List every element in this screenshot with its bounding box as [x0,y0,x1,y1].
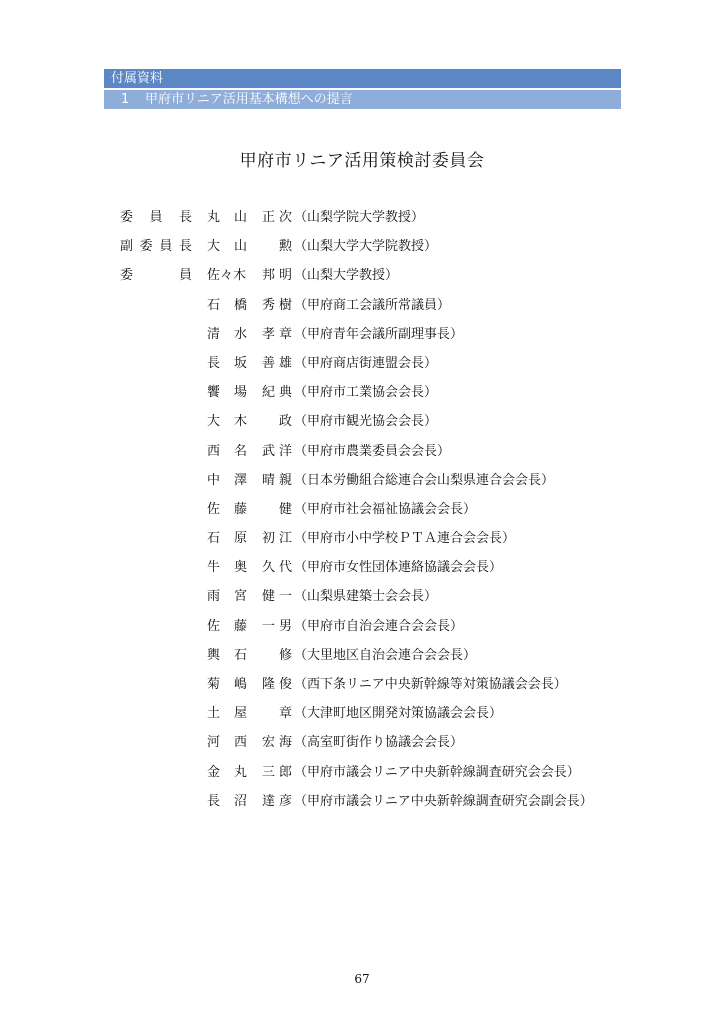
section-number: 1 [121,92,130,107]
member-affiliation: （甲府商店街連盟会長） [294,355,438,371]
member-row [120,235,720,264]
member-row [120,527,720,556]
member-affiliation: （甲府市社会福祉協議会会長） [294,501,477,517]
member-affiliation: （甲府市議会リニア中央新幹線調査研究会会長） [294,764,580,780]
member-affiliation: （甲府市小中学校ＰＴＡ連合会会長） [294,531,516,547]
member-affiliation: （大津町地区開発対策協議会会長） [294,706,503,722]
member-given-name: 邦 明 [262,268,292,284]
member-surname: 長 坂 [207,355,247,371]
member-row [120,702,720,731]
member-affiliation: （日本労働組合総連合会山梨県連合会会長） [294,472,555,488]
member-affiliation: （山梨学院大学教授） [294,210,425,225]
member-row [120,585,720,614]
section-header-bar [104,90,621,109]
member-given-name: 紀 典 [262,385,292,401]
member-given-name: 初 江 [262,531,292,547]
member-row [120,206,720,235]
section-title: 甲府市リニア活用基本構想への提言 [145,92,353,107]
member-surname: 佐 藤 [207,618,247,634]
member-affiliation: （高室町街作り協議会会長） [294,735,464,751]
member-given-name: 久 代 [262,560,292,576]
member-affiliation: （甲府商工会議所常議員） [294,297,451,313]
member-affiliation: （甲府市工業協会会長） [294,385,438,401]
member-given-name: 勲 [278,239,292,255]
member-row [120,731,720,760]
member-given-name: 政 [278,414,292,430]
member-given-name: 善 雄 [262,355,292,371]
member-affiliation: （甲府市農業委員会会長） [294,443,451,459]
member-affiliation: （甲府青年会議所副理事長） [294,326,464,342]
member-given-name: 晴 親 [262,472,292,488]
member-row [120,615,720,644]
member-role: 副 委 員 長 [120,239,192,255]
member-affiliation: （甲府市観光協会会長） [294,414,438,430]
member-surname: 石 橋 [207,297,247,313]
member-surname: 牛 奥 [207,560,247,576]
member-role: 委 員 [120,268,192,284]
member-surname: 菊 嶋 [207,677,247,692]
member-given-name: 一 男 [262,618,292,634]
member-given-name: 隆 俊 [262,677,292,692]
member-affiliation: （甲府市議会リニア中央新幹線調査研究会副会長） [294,793,593,809]
member-surname: 清 水 [207,326,247,342]
member-row [120,323,720,352]
member-surname: 大 山 [207,239,247,255]
member-surname: 河 西 [207,735,247,751]
member-surname: 長 沼 [207,793,247,809]
member-row [120,498,720,527]
member-row [120,556,720,585]
member-given-name: 達 彦 [262,793,292,809]
member-given-name: 三 郎 [262,764,292,780]
member-given-name: 健 一 [262,589,292,605]
page-title: 甲府市リニア活用策検討委員会 [239,151,485,171]
member-row [120,410,720,439]
member-surname: 西 名 [207,443,247,459]
member-surname: 丸 山 [207,210,247,225]
member-affiliation: （甲府市女性団体連絡協議会会長） [294,560,503,576]
member-row [120,761,720,790]
member-surname: 中 澤 [207,472,247,488]
member-affiliation: （山梨大学教授） [294,268,399,284]
member-row [120,381,720,410]
member-affiliation: （甲府市自治会連合会会長） [294,618,464,634]
member-affiliation: （西下条リニア中央新幹線等対策協議会会長） [294,677,567,692]
member-surname: 土 屋 [207,706,247,722]
member-row [120,790,720,819]
member-row [120,352,720,381]
member-surname: 佐 々 木 [207,268,247,284]
member-affiliation: （山梨県建築士会会長） [294,589,438,605]
member-row [120,469,720,498]
appendix-header-bar [104,69,621,88]
member-given-name: 章 [278,706,292,722]
member-affiliation: （山梨大学大学院教授） [294,239,438,255]
member-affiliation: （大里地区自治会連合会会長） [294,647,477,663]
member-role: 委 員 長 [120,210,192,225]
member-surname: 石 原 [207,531,247,547]
member-list [120,206,720,819]
member-given-name: 秀 樹 [262,297,292,313]
member-surname: 大 木 [207,414,247,430]
member-given-name: 武 洋 [262,443,292,459]
member-surname: 雨 宮 [207,589,247,605]
member-surname: 饗 場 [207,385,247,401]
member-surname: 佐 藤 [207,501,247,517]
member-given-name: 孝 章 [262,326,292,342]
member-given-name: 修 [278,647,292,663]
member-given-name: 健 [278,501,292,517]
page-number: 67 [354,972,370,986]
member-row [120,644,720,673]
appendix-label: 付属資料 [111,71,164,86]
member-given-name: 正 次 [262,210,292,225]
member-given-name: 宏 海 [262,735,292,751]
member-surname: 金 丸 [207,764,247,780]
member-surname: 輿 石 [207,647,247,663]
member-row [120,264,720,293]
member-row [120,440,720,469]
member-row [120,673,720,702]
member-row [120,294,720,323]
